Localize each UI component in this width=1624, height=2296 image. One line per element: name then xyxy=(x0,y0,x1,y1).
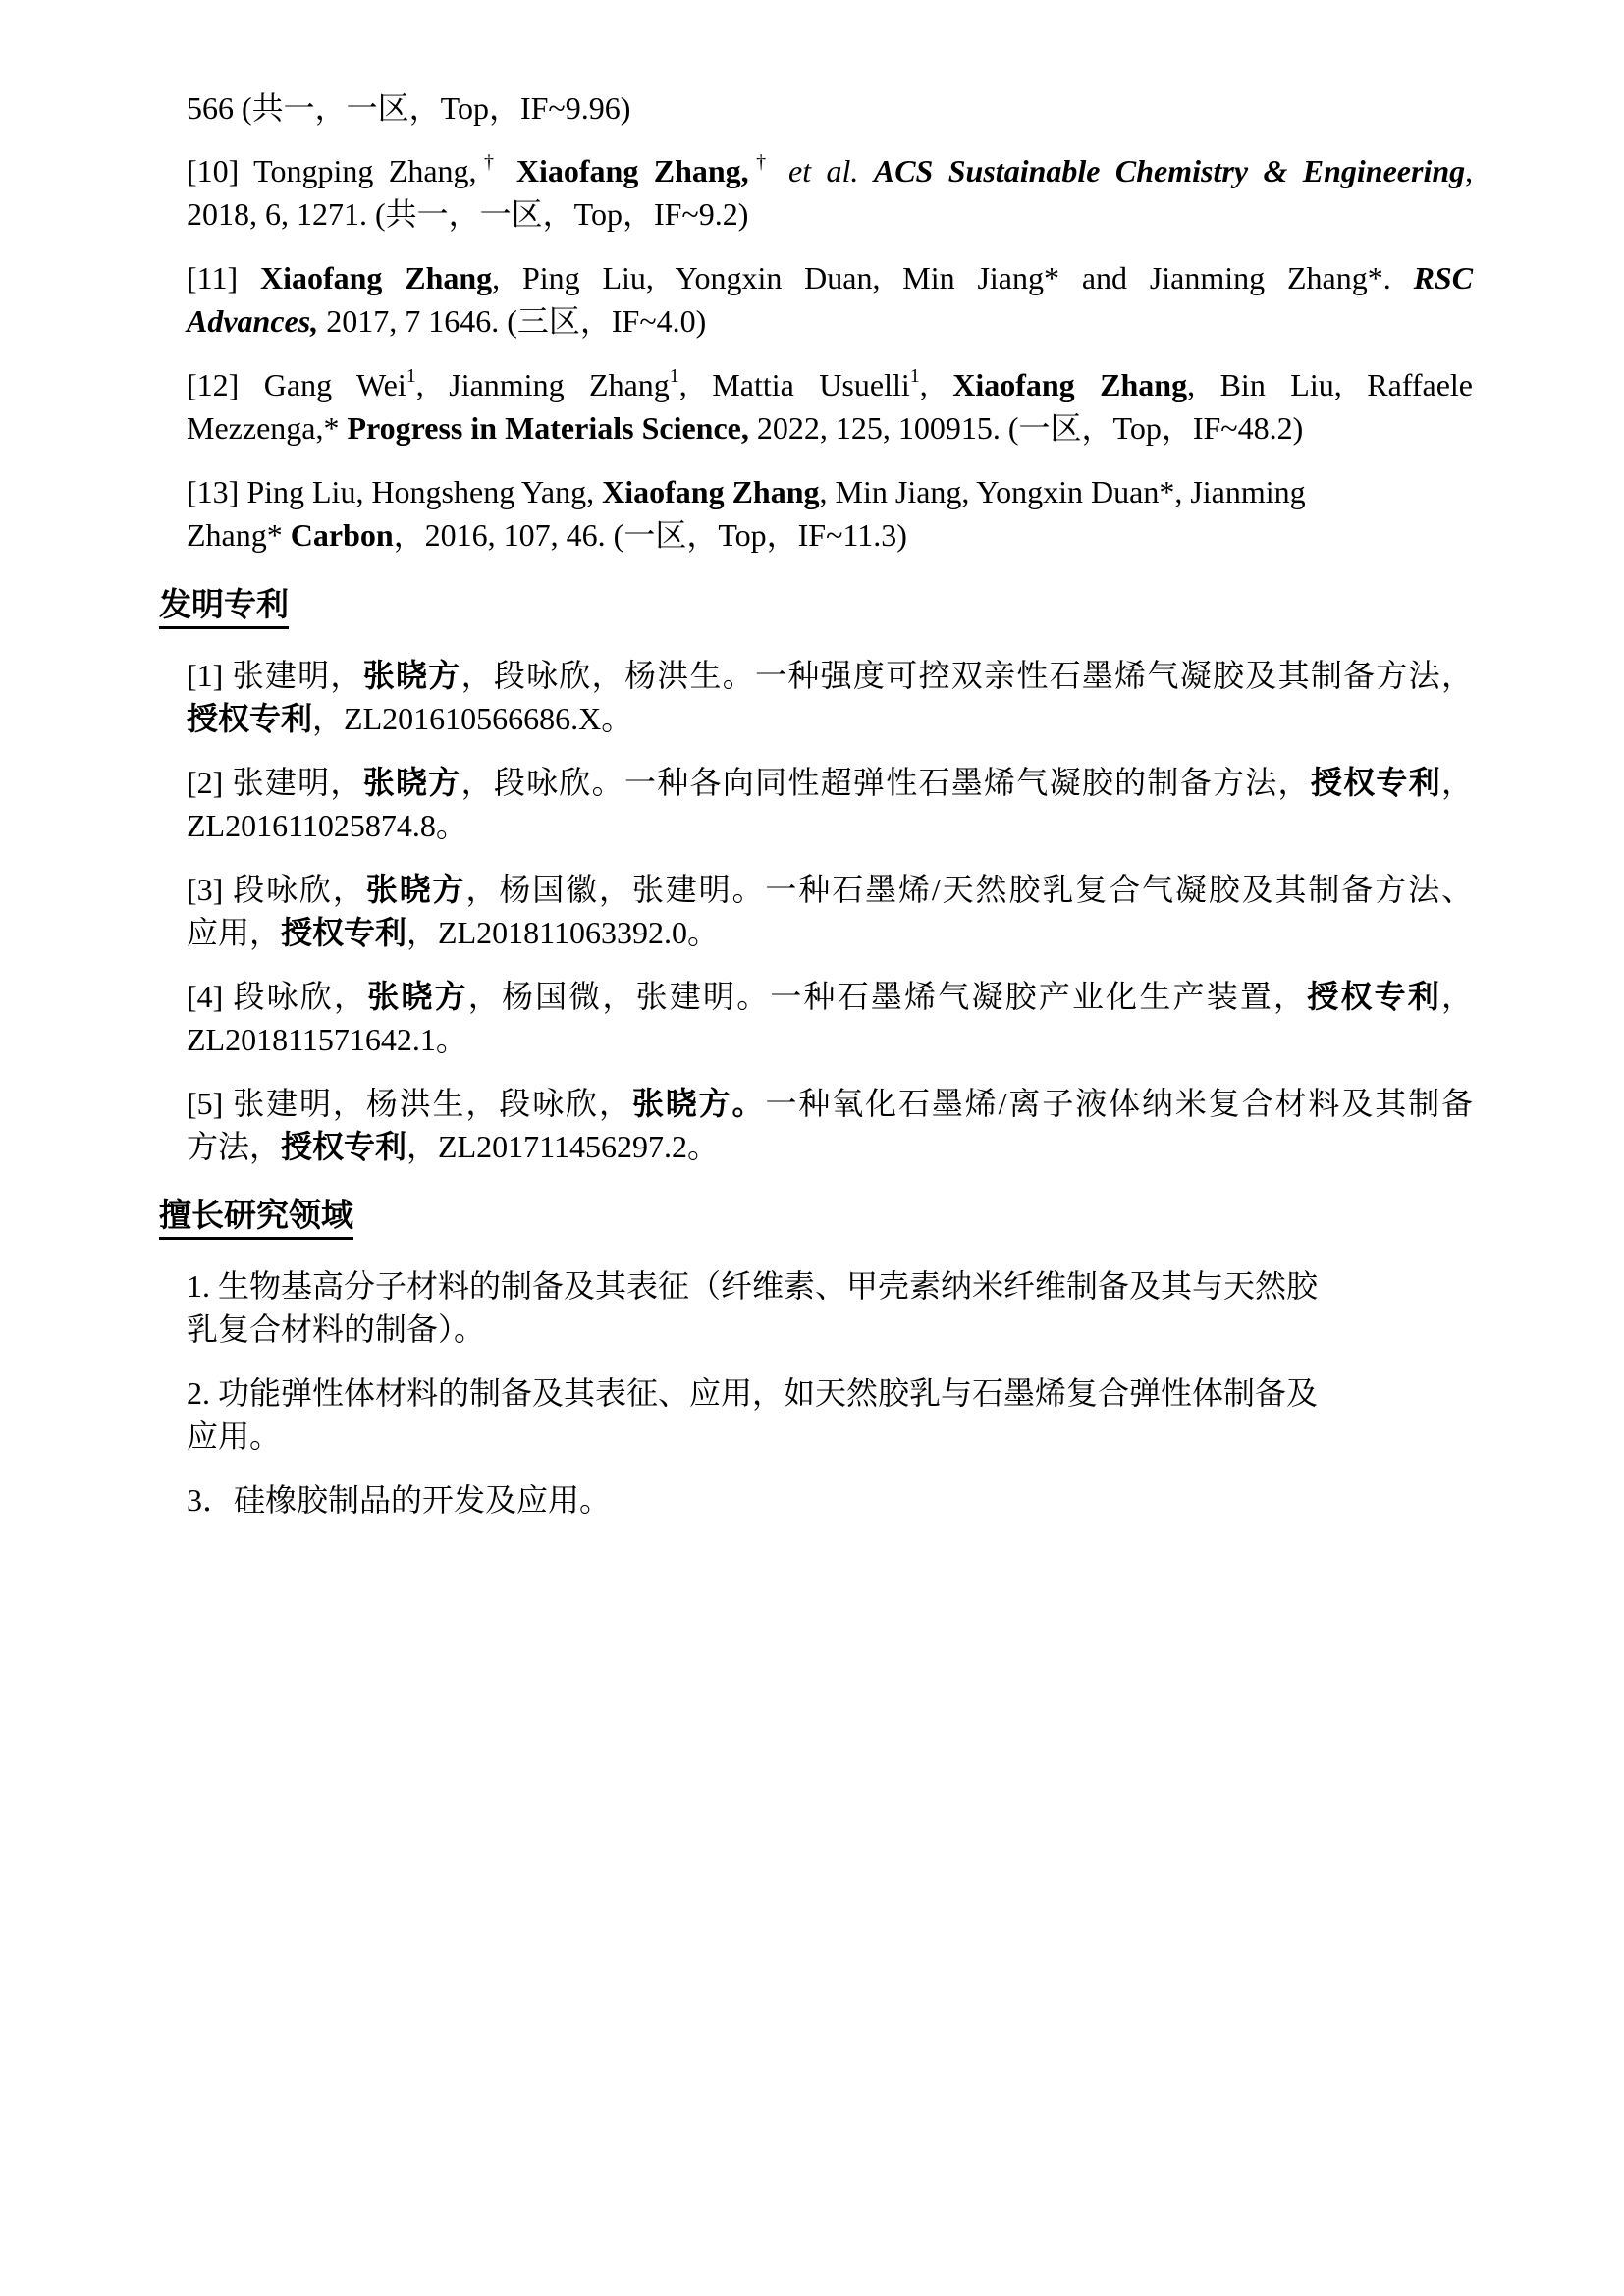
research-item-text: 2. 功能弹性体材料的制备及其表征、应用，如天然胶乳与石墨烯复合弹性体制备及 xyxy=(187,1375,1319,1411)
patent-status: 授权专利 xyxy=(187,700,313,737)
comma: , xyxy=(1465,153,1474,188)
superscript: 1 xyxy=(669,365,679,388)
journal-name: Advances, xyxy=(187,303,319,339)
section-title-research: 擅长研究领域 xyxy=(159,1196,353,1240)
patent-number: ，ZL201610566686.X。 xyxy=(312,701,633,736)
research-item-text: 1. 生物基高分子材料的制备及其表征（纤维素、甲壳素纳米纤维制备及其与天然胶 xyxy=(187,1268,1319,1304)
patent-authors: 段咏欣， xyxy=(233,872,366,907)
author-highlight: 张晓方 xyxy=(362,764,461,801)
superscript: 1 xyxy=(909,365,920,388)
patent-item xyxy=(187,1082,1473,1168)
ref-number: [10] xyxy=(187,153,240,188)
publication-details: 2022, 125, 100915. (一区，Top，IF~48.2) xyxy=(748,410,1304,446)
ref-number: [3] xyxy=(187,872,224,907)
patent-title: 应用， xyxy=(187,915,282,950)
patent-status: 授权专利 xyxy=(281,1128,407,1165)
author-highlight: 张晓方 xyxy=(367,978,468,1015)
punctuation: ， xyxy=(1440,765,1473,800)
publication-9-tail xyxy=(187,86,1473,130)
publication-12: [12] Gang Wei$^1$, Jianming Zhang$^1$, Mattia Usuelli$^1$, Xiaofang Zhang, Bin Liu, Raffaele Mezzenga,* Progress in Materials Science, 2022, 125, 100915. (一区，Top，IF~48.2) xyxy=(187,365,1473,446)
authors: , Bin Liu, Raffaele xyxy=(1187,367,1473,402)
publication-details: 2017, 7 1646. (三区，IF~4.0) xyxy=(318,303,707,339)
patent-status: 授权专利 xyxy=(1310,764,1441,801)
research-item xyxy=(187,1264,1404,1351)
patent-authors: 张建明，杨洪生，段咏欣， xyxy=(233,1086,632,1121)
research-item xyxy=(187,1371,1404,1458)
patent-authors: 段咏欣， xyxy=(233,979,368,1014)
author-highlight: 张晓方 xyxy=(365,871,466,908)
patent-status: 授权专利 xyxy=(1307,978,1441,1015)
author: Mattia Usuelli xyxy=(712,367,910,402)
journal-name: Carbon xyxy=(290,517,394,553)
ref-number: [5] xyxy=(187,1086,224,1121)
patent-item xyxy=(187,654,1473,740)
ref-number: [4] xyxy=(187,979,224,1014)
ref-number: [1] xyxy=(187,658,224,693)
author-highlight: 张晓方 xyxy=(362,657,461,694)
research-item-text: 应用。 xyxy=(187,1418,282,1454)
patent-authors: 张建明， xyxy=(232,658,363,693)
journal-name: ACS Sustainable Chemistry & Engineering xyxy=(873,153,1466,188)
patent-number: ，ZL201711456297.2。 xyxy=(406,1129,719,1164)
research-item-text: 乳复合材料的制备）。 xyxy=(187,1311,486,1347)
authors: , Ping Liu, Yongxin Duan, Min Jiang* and Jianming Zhang*. xyxy=(492,260,1391,295)
patent-number: ZL201811571642.1。 xyxy=(187,1022,467,1057)
patent-number: ，ZL201811063392.0。 xyxy=(406,915,719,950)
author: Gang Wei xyxy=(263,367,406,402)
punctuation: ， xyxy=(1440,979,1473,1014)
et-al: et al. xyxy=(787,153,859,188)
publication-13 xyxy=(187,470,1473,557)
research-item-text: 3．硅橡胶制品的开发及应用。 xyxy=(187,1482,612,1518)
ref-number: [13] xyxy=(187,474,240,509)
section-title-patents: 发明专利 xyxy=(159,585,289,629)
ref-number: [11] xyxy=(187,260,239,295)
patent-title: 一种氧化石墨烯/离子液体纳米复合材料及其制备 xyxy=(765,1086,1473,1121)
publication-details: ，2016, 107, 46. (一区，Top，IF~11.3) xyxy=(393,517,907,553)
journal-name: Progress in Materials Science, xyxy=(347,410,749,446)
authors: , Min Jiang, Yongxin Duan*, Jianming xyxy=(819,474,1306,509)
author: Mezzenga,* xyxy=(187,410,348,446)
author-highlight: Xiaofang Zhang xyxy=(602,474,820,509)
patent-item xyxy=(187,868,1473,954)
ref-number: [2] xyxy=(187,765,224,800)
publication-10 xyxy=(187,149,1473,236)
patent-title: 方法， xyxy=(187,1129,282,1164)
ref-number: [12] xyxy=(187,367,240,402)
author: Tongping Zhang, xyxy=(253,153,477,188)
publication-details: 2018, 6, 1271. (共一，一区，Top，IF~9.2) xyxy=(187,196,749,232)
patent-title: ，杨国徽，张建明。一种石墨烯/天然胶乳复合气凝胶及其制备方法、 xyxy=(465,872,1473,907)
patent-number: ZL201611025874.8。 xyxy=(187,808,467,843)
author: Zhang* xyxy=(187,517,291,553)
patent-item xyxy=(187,975,1473,1061)
author-highlight: Xiaofang Zhang xyxy=(259,260,493,295)
author-highlight: Xiaofang Zhang, xyxy=(515,153,749,188)
journal-name: RSC xyxy=(1413,260,1474,295)
patent-title: ，段咏欣，杨洪生。一种强度可控双亲性石墨烯气凝胶及其制备方法， xyxy=(460,658,1473,693)
dagger-mark: † xyxy=(748,151,774,174)
patent-title: ，杨国微，张建明。一种石墨烯气凝胶产业化生产装置， xyxy=(467,979,1308,1014)
authors: Ping Liu, Hongsheng Yang, xyxy=(246,474,603,509)
publication-11 xyxy=(187,256,1473,343)
dagger-mark: † xyxy=(476,151,502,174)
author: Jianming Zhang xyxy=(449,367,670,402)
patent-title: ，段咏欣。一种各向同性超弹性石墨烯气凝胶的制备方法， xyxy=(460,765,1311,800)
superscript: 1 xyxy=(406,365,416,388)
publication-text: 566 (共一，一区，Top，IF~9.96) xyxy=(187,90,631,126)
patent-status: 授权专利 xyxy=(281,914,407,951)
author-highlight: Xiaofang Zhang xyxy=(952,367,1188,402)
author-highlight: 张晓方。 xyxy=(631,1085,766,1122)
patent-authors: 张建明， xyxy=(232,765,363,800)
patent-item xyxy=(187,761,1473,847)
research-item xyxy=(187,1478,1404,1522)
